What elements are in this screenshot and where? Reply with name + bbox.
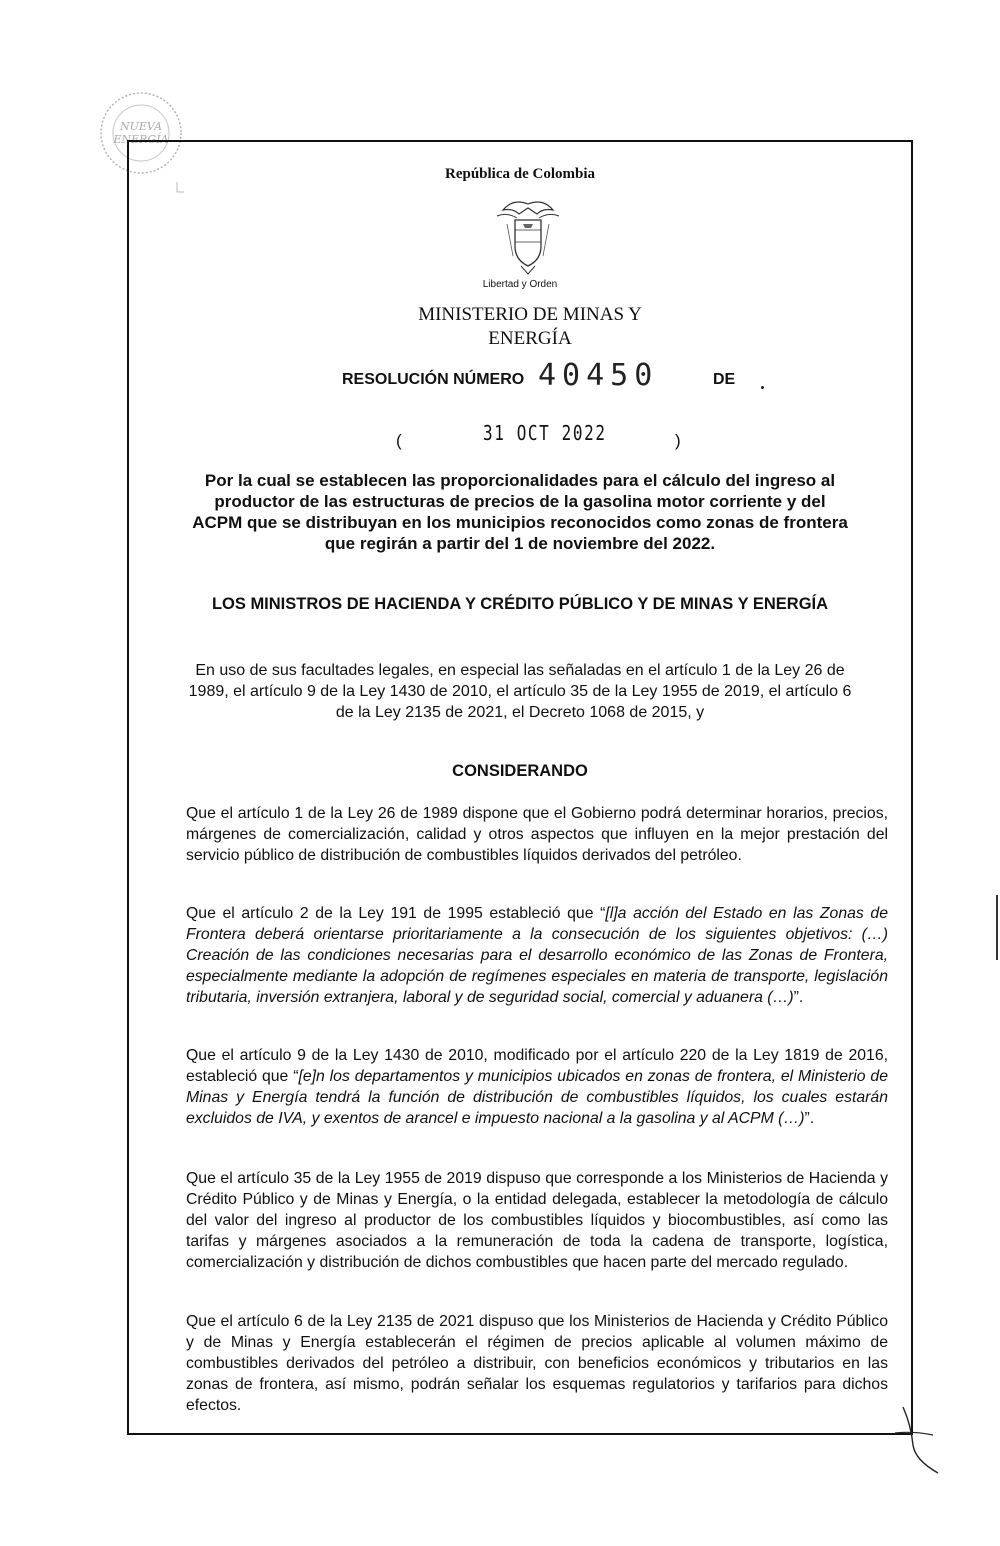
paragraph-3-lead: Que el artículo 9 de la Ley 1430 de 2010, modificado por el artículo 220 de la Ley 1819 de 2016, estableció que “ <box>186 1047 888 1085</box>
ministers-heading: LOS MINISTROS DE HACIENDA Y CRÉDITO PÚBLICO Y DE MINAS Y ENERGÍA <box>211 595 829 613</box>
paragraph-2-tail: ”. <box>793 989 804 1006</box>
resolution-label: RESOLUCIÓN NÚMERO <box>342 371 525 388</box>
date-stamp: 31 OCT 2022 <box>483 421 607 445</box>
de-label: DE <box>713 371 736 388</box>
paragraph-2-quote: [l]a acción del Estado en las Zonas de Frontera deberá orientarse prioritariamente a la consecución de los siguientes objetivos: (…) Creación de las condiciones necesarias para el desarrollo económico de las Zonas de Frontera, especialmente mediante la adopción de regímenes especiales en materia de transporte, legislación tributaria, inversión extranjera, laboral y de seguridad social, comercial y aduanera (…) <box>186 905 888 1006</box>
close-paren: ) <box>675 431 681 450</box>
paragraph-2 <box>186 903 888 1008</box>
paragraph-3 <box>186 1045 888 1129</box>
margin-mark <box>996 895 998 960</box>
paragraph-3-tail: ”. <box>804 1110 815 1127</box>
ministry-heading: MINISTERIO DE MINAS Y ENERGÍA <box>418 304 642 349</box>
open-paren: ( <box>396 431 402 450</box>
signature-mark <box>893 1405 953 1475</box>
considering-heading: CONSIDERANDO <box>452 762 588 780</box>
svg-text:ENERGÍA: ENERGÍA <box>113 133 169 146</box>
republic-heading: República de Colombia <box>444 166 595 182</box>
resolution-title: Por la cual se establecen las proporcionalidades para el cálculo del ingreso al productor de las estructuras de precios de la gasolina motor corriente y del ACPM que se distribuyan en los municipios reconocidos como zonas de frontera que regirán a partir del 1 de noviembre del 2022. <box>192 471 848 553</box>
paragraph-1: Que el artículo 1 de la Ley 26 de 1989 dispone que el Gobierno podrá determinar horarios, precios, márgenes de comercialización, calidad y otros aspectos que influyen en la mejor prestación del servicio público de distribución de combustibles líquidos derivados del petróleo. <box>186 805 888 864</box>
paragraph-3-quote: [e]n los departamentos y municipios ubicados en zonas de frontera, el Ministerio de Minas y Energía tendrá la función de distribución de combustibles líquidos, los cuales estarán excluidos de IVA, y exentos de arancel e impuesto nacional a la gasolina y al ACPM (…) <box>186 1068 888 1127</box>
powers-paragraph: En uso de sus facultades legales, en especial las señaladas en el artículo 1 de la Ley 26 de 1989, el artículo 9 de la Ley 1430 de 2010, el artículo 35 de la Ley 1955 de 2019, el artículo 6 de la Ley 2135 de 2021, el Decreto 1068 de 2015, y <box>188 662 852 721</box>
coat-of-arms-icon <box>493 196 563 276</box>
svg-text:NUEVA: NUEVA <box>119 120 163 133</box>
paragraph-5: Que el artículo 6 de la Ley 2135 de 2021 dispuso que los Ministerios de Hacienda y Crédito Público y de Minas y Energía establecerán el régimen de precios aplicable al volumen máximo de combustibles derivados del petróleo a distribuir, con beneficios económicos y tributarios en las zonas de frontera, así mismo, podrán señalar los esquemas regulatorios y tarifarios para dichos efectos. <box>186 1313 888 1414</box>
resolution-number: 40450 <box>538 358 659 393</box>
paragraph-4: Que el artículo 35 de la Ley 1955 de 2019 dispuso que corresponde a los Ministerios de Hacienda y Crédito Público y de Minas y Energía, o la entidad delegada, establecer la metodología de cálculo del valor del ingreso al productor de los combustibles líquidos y biocombustibles, así como las tarifas y márgenes asociados a la remuneración de toda la cadena de transporte, logística, comercialización y distribución de dichos combustibles que hacen parte del mercado regulado. <box>186 1170 888 1271</box>
motto-text: Libertad y Orden <box>482 279 558 290</box>
paragraph-2-lead: Que el artículo 2 de la Ley 191 de 1995 estableció que “ <box>186 905 606 922</box>
dot-mark <box>761 386 764 389</box>
